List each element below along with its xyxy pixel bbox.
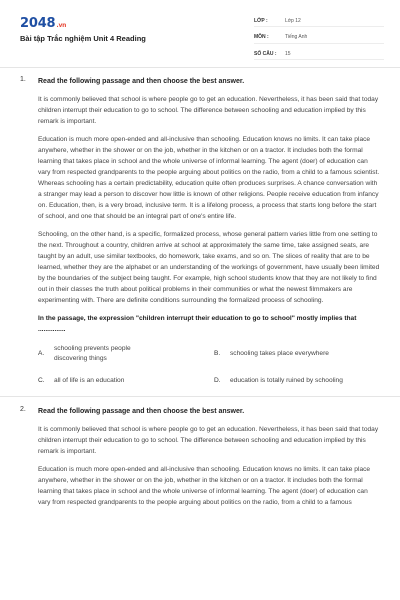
option-letter: A. xyxy=(38,350,45,357)
meta-row-subject xyxy=(254,32,384,44)
meta-row-count xyxy=(254,48,384,60)
page-header xyxy=(0,0,400,68)
option-text: schooling prevents people discovering things xyxy=(54,345,131,362)
meta-row-class xyxy=(254,15,384,27)
question-prompt: Read the following passage and then choose the best answer. xyxy=(38,78,245,85)
meta-key: MÔN : xyxy=(254,34,269,40)
option-b[interactable] xyxy=(214,343,386,365)
option-d[interactable] xyxy=(214,375,386,387)
passage-paragraph: Schooling, on the other hand, is a specific, formalized process, whose general pattern varies little from one setting to the next. Throughout a country, children arrive at school at approximately the same time, take assigned seats, are taught by an adult, use similar textbooks, do homework, take exams, and so on. The slices of reality that are to be learned, whether they are the alphabet or an understanding of the workings of government, have usually been limited by the boundaries of the subject being taught. For example, high school students know that they are not likely to find out in their classes the truth about political problems in their communities or what the newest filmmakers are experimenting with. There are definite conditions surrounding the formalized process of schooling. xyxy=(38,231,380,304)
option-text: all of life is an education xyxy=(54,377,125,384)
option-text: education is totally ruined by schooling xyxy=(230,377,343,384)
question-stem: In the passage, the expression "children interrupt their education to go to school" mostly implies that ............... xyxy=(38,315,357,333)
option-letter: B. xyxy=(214,350,221,357)
option-c[interactable] xyxy=(38,375,210,387)
meta-key: SỐ CÂU : xyxy=(254,50,277,57)
question-prompt: Read the following passage and then choose the best answer. xyxy=(38,408,245,415)
meta-value: Lớp 12 xyxy=(285,17,301,24)
meta-value: Tiếng Anh xyxy=(285,34,308,40)
answer-options xyxy=(38,343,382,387)
option-letter: C. xyxy=(38,377,45,384)
meta-key: LỚP : xyxy=(254,17,268,24)
question-number: 2. xyxy=(20,406,26,413)
document-title: Bài tập Trắc nghiệm Unit 4 Reading xyxy=(20,34,146,43)
logo-suffix: .vn xyxy=(56,22,67,29)
document-meta xyxy=(254,15,384,65)
meta-value: 15 xyxy=(285,50,291,57)
logo-text: 2048 xyxy=(20,16,56,31)
passage-paragraph: It is commonly believed that school is where people go to get an education. Nevertheless, it has been said that today children interrupt their education to go to school. The difference between schooling and education implied by this remark is important. xyxy=(38,426,379,455)
question-number: 1. xyxy=(20,76,26,83)
question-2 xyxy=(0,406,400,508)
question-1 xyxy=(0,76,400,387)
passage-paragraph: It is commonly believed that school is where people go to get an education. Nevertheless, it has been said that today children interrupt their education to go to school. The difference between schooling and education implied by this remark is important. xyxy=(38,96,379,125)
option-letter: D. xyxy=(214,377,221,384)
question-list xyxy=(0,76,400,515)
site-logo[interactable] xyxy=(20,16,66,31)
option-a[interactable] xyxy=(38,343,210,365)
question-divider xyxy=(0,396,400,397)
option-text: schooling takes place everywhere xyxy=(230,350,329,357)
passage-paragraph: Education is much more open-ended and all-inclusive than schooling. Education knows no limits. It can take place anywhere, whether in the shower or on the job, whether in the kitchen or on a tractor. It includes both the formal learning that takes place in school and the whole universe of informal learning. The agent (doer) of education can vary from respected grandparents to the people arguing about politics on the radio, from a child to a famous scientist. Whereas schooling has a certain predictability, education quite often produces surprises. A chance conversation with a stranger may lead a person to discover how little is known of other religions. People receive education from infancy on. Education, then, is a very broad, inclusive term. It is a lifelong process, a process that starts long before the start of school, and one that should be an integral part of one's entire life. xyxy=(38,136,380,220)
passage-paragraph: Education is much more open-ended and all-inclusive than schooling. Education knows no limits. It can take place anywhere, whether in the shower or on the job, whether in the kitchen or on a tractor. It includes both the formal learning that takes place in school and the whole universe of informal learning. The agent (doer) of education can vary from respected grandparents to the people arguing about politics on the radio, from a child to a famous xyxy=(38,466,371,506)
